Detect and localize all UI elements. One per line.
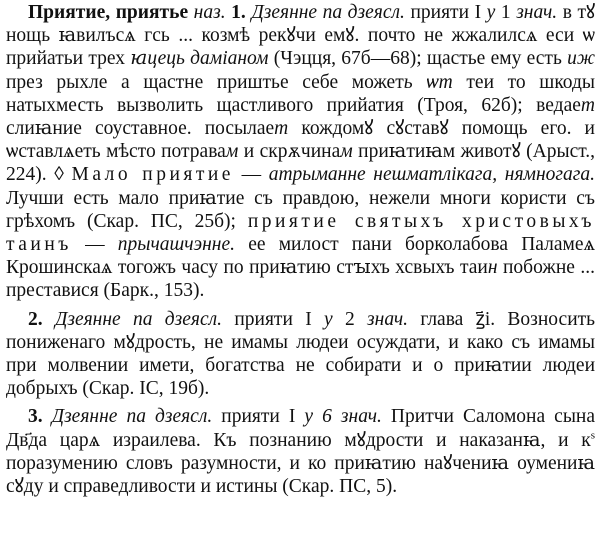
quote-text-italic: т [274, 118, 289, 140]
ref-roman: I [474, 2, 482, 23]
entry-paragraph-3 [6, 405, 595, 498]
quote-text: (Чэцця, 67б—68); щастье ему есть [273, 48, 562, 70]
sense-number: 2. [28, 308, 43, 330]
quote-text-italic: н [487, 257, 498, 279]
ref-verb: прияти [221, 406, 280, 428]
ref-znach: знач. [516, 2, 558, 23]
ref-y: у [324, 308, 333, 330]
phrase-gloss: атрыманне нешматлікага, нямногага. [268, 164, 595, 186]
ref-verb: прияти [410, 2, 470, 23]
ref-sense-num: 2 [344, 308, 355, 330]
sense-gloss: Дзеянне па дзеясл. [51, 406, 213, 428]
ref-y: у [486, 2, 496, 23]
ref-y: у [304, 406, 314, 428]
phrase-gloss: прычашчэнне. [117, 234, 236, 256]
quote-text: ее милост пани борколабова Паламеѧ Крошинскаѧ тогожъ часу по приꙗтию стꙑхъ хсвыхъ таи [6, 234, 595, 279]
quote-text-italic: ꙗцець дамiаном [130, 48, 269, 70]
sense-gloss: Дзеянне па дзеясл. [251, 2, 405, 23]
part-of-speech: наз. [193, 2, 226, 23]
quote-text: теи то шкоды натыхместь вызволить щастливого прийатия (Троя, 62б); ведае [6, 71, 596, 116]
ref-roman: I [288, 406, 296, 428]
ref-roman: I [305, 308, 312, 330]
dash: — [233, 164, 269, 186]
quote-text-italic: м [340, 141, 353, 163]
quote-text: приꙗтиꙗм животꙋ (Арыст., 224). ◊ [6, 141, 596, 186]
quote-text-italic: м [225, 141, 239, 163]
quote-text: и скрѫчина [243, 141, 341, 163]
quote-text: Притчи Саломона сына Дв҃да царѧ израилева. Къ познанию мꙋдрости и наказанꙗ, и к [6, 406, 596, 451]
superscript: s [590, 429, 595, 442]
quote-text: глава ꙁ҃i. Возносить пониженаго мꙋдрость, не имамы людеи осуждати, и како съ имамы при молвении имети, богатства не собирати и о приꙗтии людеи добрыхъ (Скар. IС, 19б). [6, 308, 596, 400]
quote-text-italic: иж [567, 48, 596, 70]
phrase-spaced: приятие святыхъ христовыхъ таинъ [6, 210, 596, 256]
quote-text: побожне ... преставися (Барк., 153). [6, 257, 596, 302]
phrase-spaced: Мало приятие [71, 164, 234, 186]
quote-text-italic: т [580, 94, 595, 116]
sense-number: 1. [231, 2, 246, 23]
ref-sense-num: 1 [500, 2, 511, 23]
sense-gloss: Дзеянне па дзеясл. [54, 308, 223, 330]
entry-paragraph-1 [6, 1, 595, 303]
quote-text: поразумению словъ разумности, и ко приꙗтию наꙋчениꙗ оумениꙗ сꙋду и справедливости и истины (Скар. ПС, 5). [6, 452, 595, 498]
headword: Приятие, приятье [28, 2, 189, 23]
quote-text: през рыхле а щастне приштье себе может [6, 71, 404, 93]
quote-text-italic: ѡт [426, 71, 453, 93]
quote-text: слиꙗние соуставное. посылае [6, 118, 275, 140]
entry-paragraph-2 [6, 308, 595, 401]
dash: — [71, 234, 118, 256]
ref-sense-num: 6 [322, 406, 332, 428]
ref-verb: прияти [234, 308, 293, 330]
quote-text: в тꙋ нощь ꙗвилъсѧ гсь ... козмѣ рекꙋчи емꙋ. почто не жжалилсѧ еси ѡ прийатьи трех [6, 2, 596, 70]
quote-text: кождомꙋ сꙋставꙋ помощь его. и ѡставлѧеть мѣсто потрава [6, 118, 595, 163]
sense-number: 3. [28, 406, 43, 428]
ref-znach: знач. [340, 406, 382, 428]
ref-znach: знач. [367, 308, 408, 330]
quote-text: Лучши есть мало приꙗтие съ правдою, нежели многи користи съ грѣхомъ (Скар. ПС, 25б); [6, 187, 595, 232]
quote-text-italic: ь [403, 71, 413, 93]
